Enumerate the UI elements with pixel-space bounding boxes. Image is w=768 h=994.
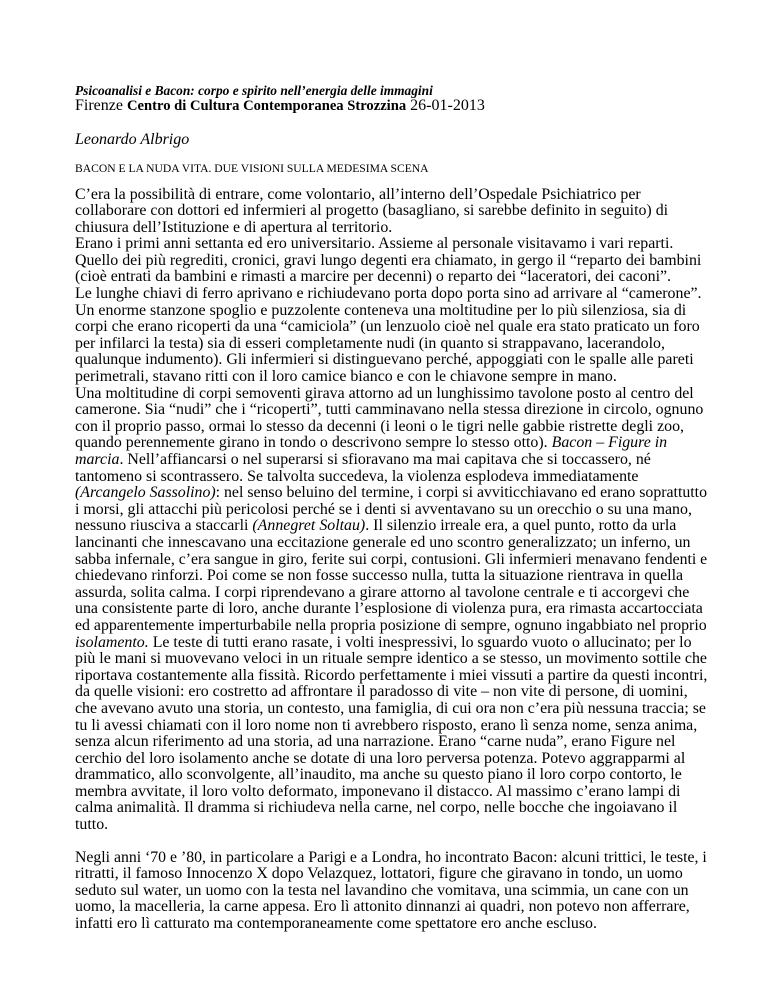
text-line [75,684,707,701]
text-segment: chiusura dell’Istituzione e di apertura al territorio. [75,218,393,236]
text-segment: camerone. Sia “nudi” che i “ricoperti”, tutti camminavano nella stessa direzione in circolo, ognuno [75,401,704,419]
paragraph-1 [75,187,707,834]
text-line [75,668,707,685]
text-segment: uomo, la macelleria, la carne appesa. Ero lì attonito dinnanzi ai quadri, non potevo non afferrare, [75,898,690,916]
text-line [75,767,707,784]
text-line [75,535,707,552]
text-line [75,369,707,386]
text-line [75,568,707,585]
text-line [75,701,707,718]
text-segment: qualunque indumento). Gli infermieri si distinguevano perché, appoggiati con le spalle alle pareti [75,351,694,369]
text-line [75,253,707,270]
italic-text: Bacon – Figure in [551,434,668,452]
event-title: Psicoanalisi e Bacon: corpo e spirito nell’energia delle immagini [75,83,433,98]
text-line [75,419,707,436]
text-segment: cerchio del loro isolamento anche se dotate di una loro perversa potenza. Potevo aggrapparmi al [75,749,686,767]
text-line [75,402,707,419]
text-segment: ritratti, il famoso Innocenzo X dopo Velazquez, lottatori, figure che giravano in tondo, un uomo [75,865,683,883]
venue-line [75,97,485,115]
city: Firenze [75,97,123,114]
text-line [75,601,707,618]
text-line [75,585,707,602]
text-line [75,734,707,751]
text-line [75,303,707,320]
text-line [75,203,707,220]
paragraph-2 [75,850,707,933]
text-line [75,800,707,817]
text-segment: Quello dei più regrediti, cronici, gravi lungo degenti era chiamato, in gergo il “reparto dei bambini [75,251,702,269]
text-line [75,336,707,353]
text-segment: . Nell’affiancarsi o nel superarsi si sfioravano ma mai capitava che si toccassero, né [119,451,651,468]
text-segment: assurda, solita calma. I corpi riprendevano a girare attorno al tavolone centrale e ti accorgevi che [75,583,690,601]
text-line [75,319,707,336]
text-segment: drammatico, allo sconvolgente, all’inaudito, ma anche su questo piano il loro corpo contorto, le [75,766,682,784]
text-line [75,635,707,652]
text-segment: Un enorme stanzone spoglio e puzzolente conteneva una moltitudine per lo più silenziosa, sia di [75,301,687,319]
text-line [75,452,707,469]
text-segment: ed apparentemente imperturbabile nella propria posizione di sempre, ognuno ingabbiato nel proprio [75,616,707,634]
text-segment: più le mani si muovevano veloci in un rituale sempre identico a se stesso, un movimento sottile che [75,650,707,668]
text-segment: per infilarci la testa) sia di esseri completamente nudi (in quanto si strappavano, lacerandolo, [75,334,665,352]
text-segment: nessuno riusciva a staccarli [75,517,253,535]
text-segment: C’era la possibilità di entrare, come volontario, all’interno dell’Ospedale Psichiatrico per [75,185,641,203]
text-line [75,236,707,253]
text-segment: riportava costantemente alla fissità. Ricordo perfettamente i miei vissuti a partire da questi incontri, [75,666,708,684]
text-line [75,435,707,452]
text-segment: Le teste di tutti erano rasate, i volti inespressivi, lo sguardo vuoto o allucinato; per lo [148,633,692,651]
text-segment: Una moltitudine di corpi semoventi girava attorno ad un lunghissimo tavolone posto al centro del [75,384,694,402]
text-segment: corpi che erano ricoperti da una “camiciola” (un lenzuolo cioè nel quale era stato praticato un foro [75,318,700,336]
italic-text: isolamento. [75,633,149,651]
author-name: Leonardo Albrigo [75,131,190,148]
text-line [75,469,707,486]
text-line [75,651,707,668]
text-line [75,751,707,768]
text-line [75,899,707,916]
text-segment: tantomeno si scontrassero. Se talvolta succedeva, la violenza esplodeva immediatamente [75,467,639,485]
text-segment: una consistente parte di loro, anche durante l’esplosione di violenza pura, era rimasta accartocciata [75,600,703,618]
text-line [75,352,707,369]
text-line [75,269,707,286]
text-line [75,618,705,635]
text-segment: (cioè entrati da bambini e rimasti a marcire per decenni) o reparto dei “laceratori, dei caconi”. [75,268,672,286]
article-subtitle: BACON E LA NUDA VITA. DUE VISIONI SULLA MEDESIMA SCENA [75,162,429,175]
text-line [75,386,707,403]
text-line [75,718,707,735]
text-line [75,484,708,502]
text-segment: tu li avessi chiamati con il loro nome non ti avrebbero risposto, erano lì senza nome, senza anima, [75,716,698,734]
text-segment: : nel senso beluino del termine, i corpi si avviticchiavano ed erano soprattutto [215,484,708,502]
text-segment: Le lunghe chiavi di ferro aprivano e richiudevano porta dopo porta sino ad arrivare al “camerone”. [75,285,702,303]
text-segment: lancinanti che innescavano una eccitazione generale ed uno scontro generalizzato; un inferno, un [75,533,691,551]
text-line [75,220,707,237]
italic-text: marcia [75,451,120,468]
text-segment: con il proprio passo, ormai lo stesso da decenni (i leoni o le tigri nelle gabbie ristrette degli zoo, [75,417,684,435]
text-segment: i morsi, gli attacchi più pericolosi perché se i denti si avventavano su un orecchio o su una mano, [75,500,692,518]
text-segment: perimetrali, stavano ritti con il loro camice bianco e con le chiavone sempre in mano. [75,368,617,386]
text-segment: Erano i primi anni settanta ed ero universitario. Assieme al personale visitavamo i vari reparti. [75,235,674,253]
text-segment: . Il silenzio irreale era, a quel punto, rotto da urla [365,517,677,535]
text-segment: quando perennemente girano in tondo o descrivono sempre lo stesso otto). [75,434,552,452]
italic-text: (Arcangelo Sassolino) [75,484,216,502]
text-line [75,518,707,535]
text-segment: Negli anni ‘70 e ’80, in particolare a Parigi e a Londra, ho incontrato Bacon: alcuni trittici, le teste, i [75,848,707,866]
text-segment: che avevano avuto una storia, un contesto, una famiglia, di cui ora non c’era più nessuna traccia; se [75,699,706,717]
text-line [75,866,707,883]
text-line [75,502,707,519]
text-segment: membra avvitate, il loro volto deformato, imponevano il distacco. Al massimo c’erano lampi di [75,782,681,800]
text-line [75,817,707,834]
text-segment: da quelle visioni: ero costretto ad affrontare il paradosso di vite – non vite di persone, di uomini, [75,683,688,701]
text-line [75,286,707,303]
text-segment: seduto sul water, un uomo con la testa nel lavandino che vomitava, una scimmia, un cane con un [75,881,689,899]
text-line [75,187,707,204]
text-segment: tutto. [75,816,109,834]
text-segment: senza alcun riferimento ad una storia, ad una narrazione. Erano “carne nuda”, erano Figure nel [75,733,676,751]
date: 26-01-2013 [410,97,485,114]
text-segment: chiedevano rinforzi. Poi come se non fosse successo nulla, tutta la situazione rientrava in quella [75,567,684,585]
text-segment: calma animalità. Il dramma si richiudeva nella carne, nel corpo, nelle bocche che ingoiavano il [75,799,678,817]
venue: Centro di Cultura Contemporanea Strozzina [126,98,407,114]
text-line [75,883,707,900]
text-line [75,916,707,933]
text-segment: infatti ero lì catturato ma contemporaneamente come spettatore ero anche escluso. [75,914,597,932]
text-segment: sabba infernale, c’era sangue in giro, ferite sui corpi, contusioni. Gli infermieri menavano fendenti e [75,550,708,568]
italic-text: (Annegret Soltau) [252,517,366,535]
text-line [75,848,707,867]
text-line [75,550,708,569]
text-line [75,784,707,801]
text-segment: collaborare con dottori ed infermieri al progetto (basagliano, si sarebbe definito in seguito) di [75,202,669,220]
